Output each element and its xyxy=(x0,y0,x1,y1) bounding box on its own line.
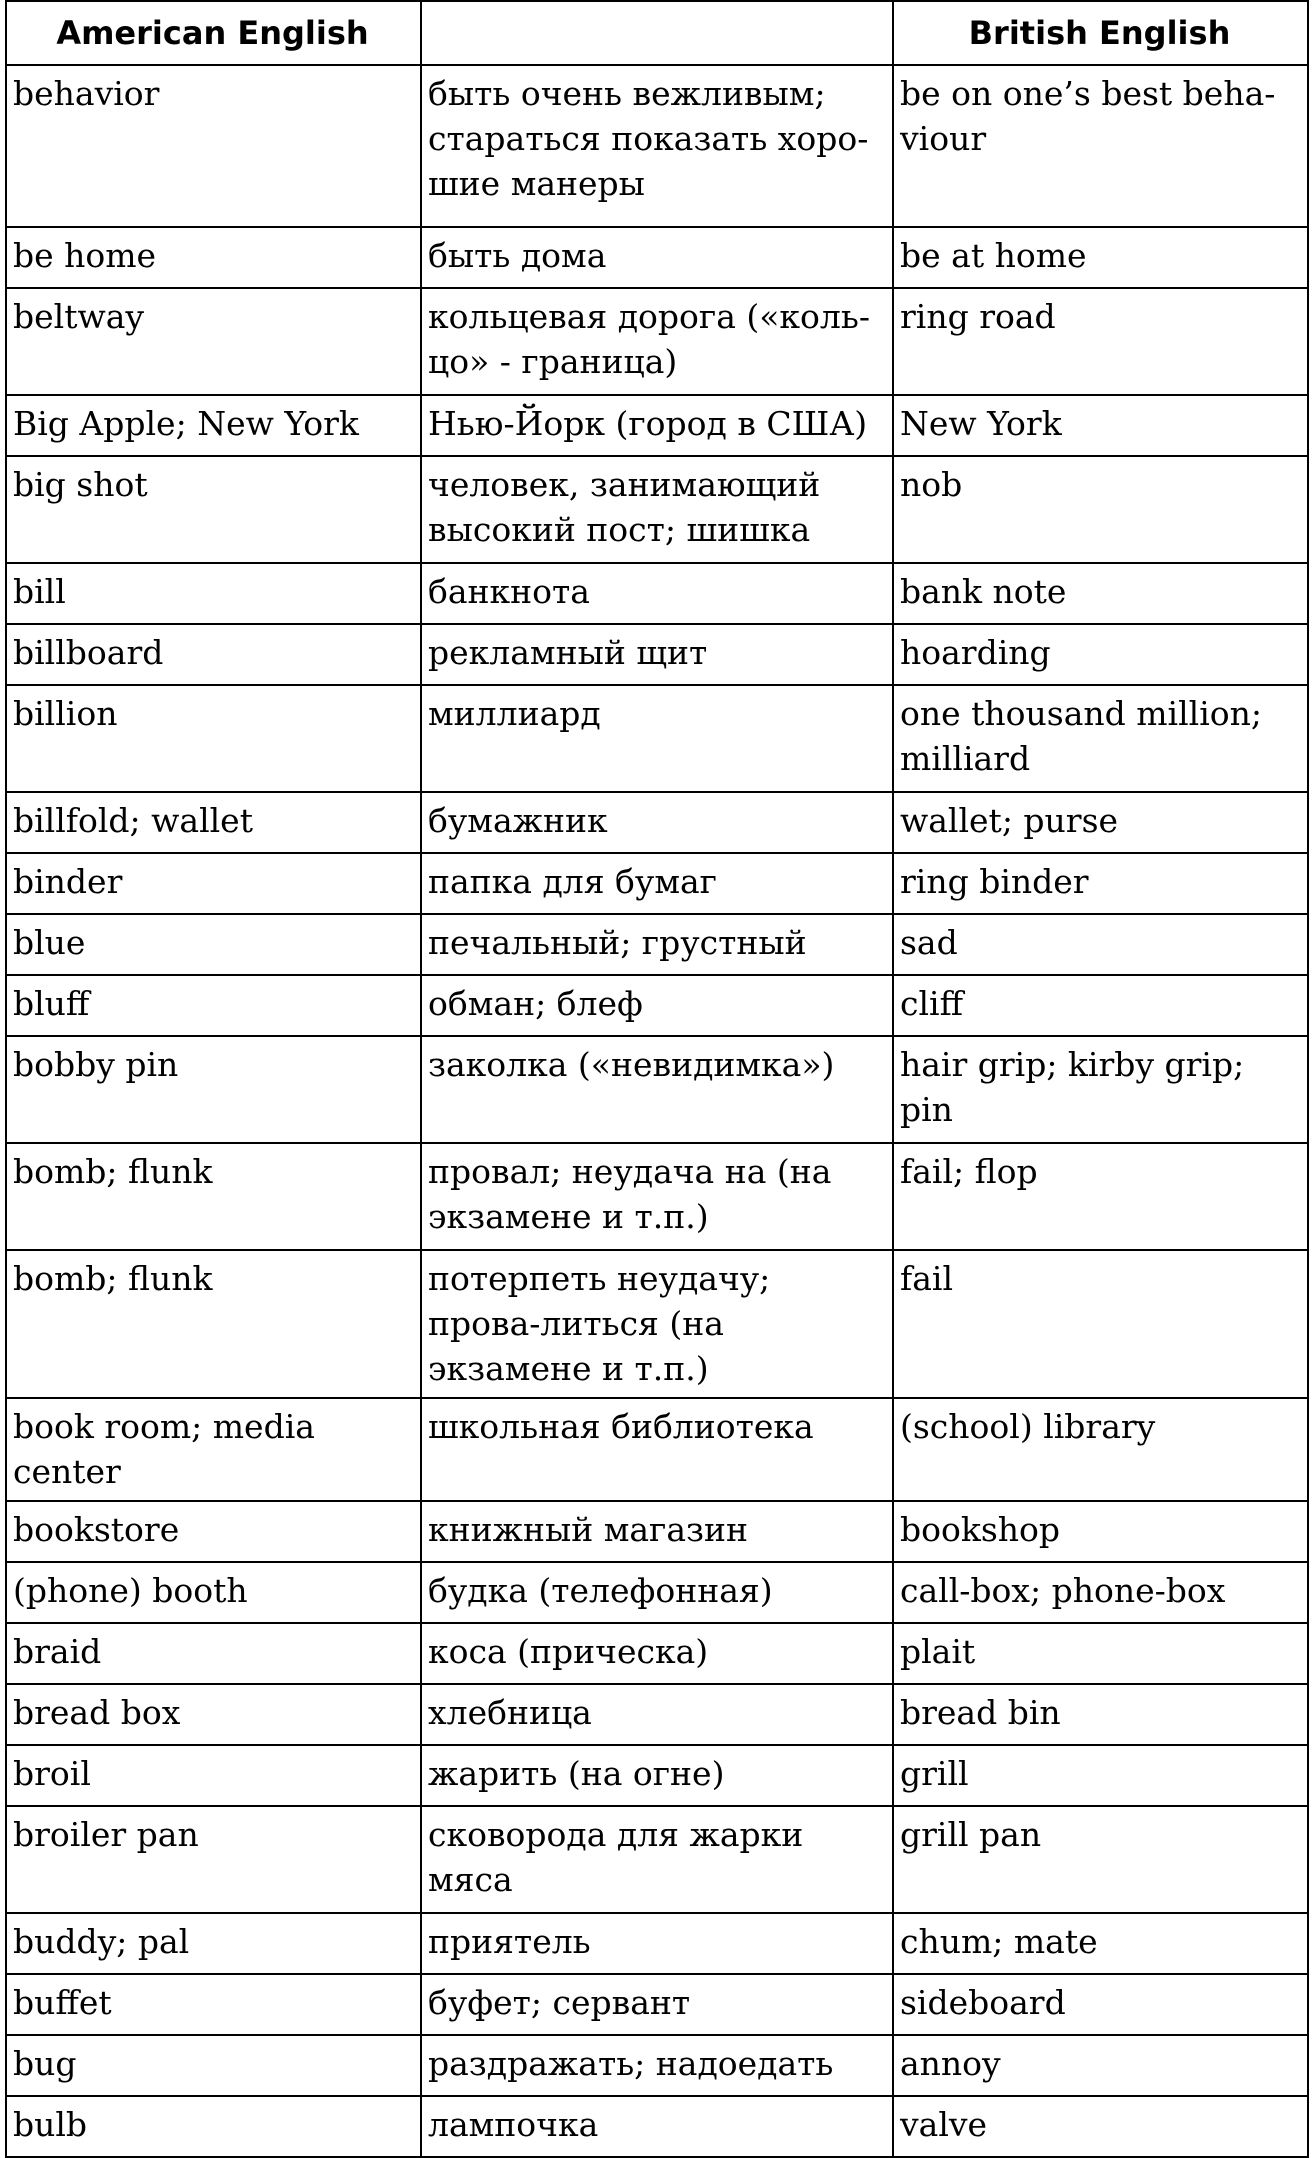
table-row xyxy=(6,1806,1308,1913)
table-row xyxy=(6,1684,1308,1745)
russian-translation: бумажник xyxy=(421,792,893,853)
american-term: book room; media center xyxy=(6,1398,421,1501)
russian-translation: книжный магазин xyxy=(421,1501,893,1562)
russian-translation: раздражать; надоедать xyxy=(421,2035,893,2096)
table-row xyxy=(6,914,1308,975)
american-term: bread box xyxy=(6,1684,421,1745)
american-term: bookstore xyxy=(6,1501,421,1562)
table-row xyxy=(6,1745,1308,1806)
header-american-english: American English xyxy=(6,1,421,65)
header-british-english: British English xyxy=(893,1,1308,65)
british-term: annoy xyxy=(893,2035,1308,2096)
british-term: sideboard xyxy=(893,1974,1308,2035)
american-term: broil xyxy=(6,1745,421,1806)
british-term: one thousand million; milliard xyxy=(893,685,1308,792)
table-row xyxy=(6,1913,1308,1974)
british-term: bread bin xyxy=(893,1684,1308,1745)
american-term: buddy; pal xyxy=(6,1913,421,1974)
british-term: New York xyxy=(893,395,1308,456)
american-term: bomb; flunk xyxy=(6,1143,421,1250)
table-row xyxy=(6,1623,1308,1684)
american-term: billion xyxy=(6,685,421,792)
american-term: buffet xyxy=(6,1974,421,2035)
american-term: billboard xyxy=(6,624,421,685)
table-row xyxy=(6,1250,1308,1398)
russian-translation: банкнота xyxy=(421,563,893,624)
russian-translation: заколка («невидимка») xyxy=(421,1036,893,1143)
british-term: valve xyxy=(893,2096,1308,2157)
british-term: hair grip; kirby grip; pin xyxy=(893,1036,1308,1143)
american-term: behavior xyxy=(6,65,421,227)
table-row xyxy=(6,1501,1308,1562)
russian-translation: кольцевая дорога («коль-цо» - граница) xyxy=(421,288,893,395)
table-row xyxy=(6,792,1308,853)
american-term: beltway xyxy=(6,288,421,395)
british-term: nob xyxy=(893,456,1308,563)
american-term: bulb xyxy=(6,2096,421,2157)
russian-translation: человек, занимающий высокий пост; шишка xyxy=(421,456,893,563)
russian-translation: печальный; грустный xyxy=(421,914,893,975)
russian-translation: сковорода для жарки мяса xyxy=(421,1806,893,1913)
table-row xyxy=(6,65,1308,227)
british-term: plait xyxy=(893,1623,1308,1684)
british-term: hoarding xyxy=(893,624,1308,685)
american-term: big shot xyxy=(6,456,421,563)
british-term: be on one’s best beha-viour xyxy=(893,65,1308,227)
table-row xyxy=(6,288,1308,395)
glossary-page xyxy=(5,0,1307,2158)
british-term: grill pan xyxy=(893,1806,1308,1913)
russian-translation: коса (прическа) xyxy=(421,1623,893,1684)
table-row xyxy=(6,227,1308,288)
american-term: broiler pan xyxy=(6,1806,421,1913)
russian-translation: папка для бумаг xyxy=(421,853,893,914)
american-term: bobby pin xyxy=(6,1036,421,1143)
russian-translation: обман; блеф xyxy=(421,975,893,1036)
russian-translation: лампочка xyxy=(421,2096,893,2157)
table-row xyxy=(6,624,1308,685)
british-term: ring binder xyxy=(893,853,1308,914)
american-term: Big Apple; New York xyxy=(6,395,421,456)
british-term: fail xyxy=(893,1250,1308,1398)
american-term: blue xyxy=(6,914,421,975)
american-term: bluff xyxy=(6,975,421,1036)
british-term: bookshop xyxy=(893,1501,1308,1562)
russian-translation: школьная библиотека xyxy=(421,1398,893,1501)
british-term: be at home xyxy=(893,227,1308,288)
table-row xyxy=(6,395,1308,456)
table-row xyxy=(6,1398,1308,1501)
russian-translation: быть дома xyxy=(421,227,893,288)
russian-translation: хлебница xyxy=(421,1684,893,1745)
american-term: braid xyxy=(6,1623,421,1684)
header-row xyxy=(6,1,1308,65)
table-row xyxy=(6,975,1308,1036)
british-term: grill xyxy=(893,1745,1308,1806)
russian-translation: быть очень вежливым; стараться показать хоро-шие манеры xyxy=(421,65,893,227)
british-term: wallet; purse xyxy=(893,792,1308,853)
british-term: fail; flop xyxy=(893,1143,1308,1250)
russian-translation: рекламный щит xyxy=(421,624,893,685)
table-row xyxy=(6,1562,1308,1623)
british-term: ring road xyxy=(893,288,1308,395)
table-row xyxy=(6,2035,1308,2096)
american-term: be home xyxy=(6,227,421,288)
russian-translation: миллиард xyxy=(421,685,893,792)
british-term: chum; mate xyxy=(893,1913,1308,1974)
table-row xyxy=(6,456,1308,563)
british-term: call-box; phone-box xyxy=(893,1562,1308,1623)
american-term: binder xyxy=(6,853,421,914)
russian-translation: жарить (на огне) xyxy=(421,1745,893,1806)
russian-translation: потерпеть неудачу; прова-литься (на экзамене и т.п.) xyxy=(421,1250,893,1398)
russian-translation: приятель xyxy=(421,1913,893,1974)
british-term: sad xyxy=(893,914,1308,975)
russian-translation: Нью-Йорк (город в США) xyxy=(421,395,893,456)
american-term: (phone) booth xyxy=(6,1562,421,1623)
british-term: bank note xyxy=(893,563,1308,624)
table-row xyxy=(6,853,1308,914)
american-term: billfold; wallet xyxy=(6,792,421,853)
american-term: bill xyxy=(6,563,421,624)
russian-translation: будка (телефонная) xyxy=(421,1562,893,1623)
russian-translation: буфет; сервант xyxy=(421,1974,893,2035)
russian-translation: провал; неудача на (на экзамене и т.п.) xyxy=(421,1143,893,1250)
british-term: (school) library xyxy=(893,1398,1308,1501)
table-row xyxy=(6,1143,1308,1250)
header-translation xyxy=(421,1,893,65)
american-term: bomb; flunk xyxy=(6,1250,421,1398)
american-term: bug xyxy=(6,2035,421,2096)
british-term: cliff xyxy=(893,975,1308,1036)
table-row xyxy=(6,685,1308,792)
table-row xyxy=(6,563,1308,624)
table-row xyxy=(6,1036,1308,1143)
american-british-glossary-table xyxy=(5,0,1309,2158)
table-row xyxy=(6,2096,1308,2157)
table-row xyxy=(6,1974,1308,2035)
